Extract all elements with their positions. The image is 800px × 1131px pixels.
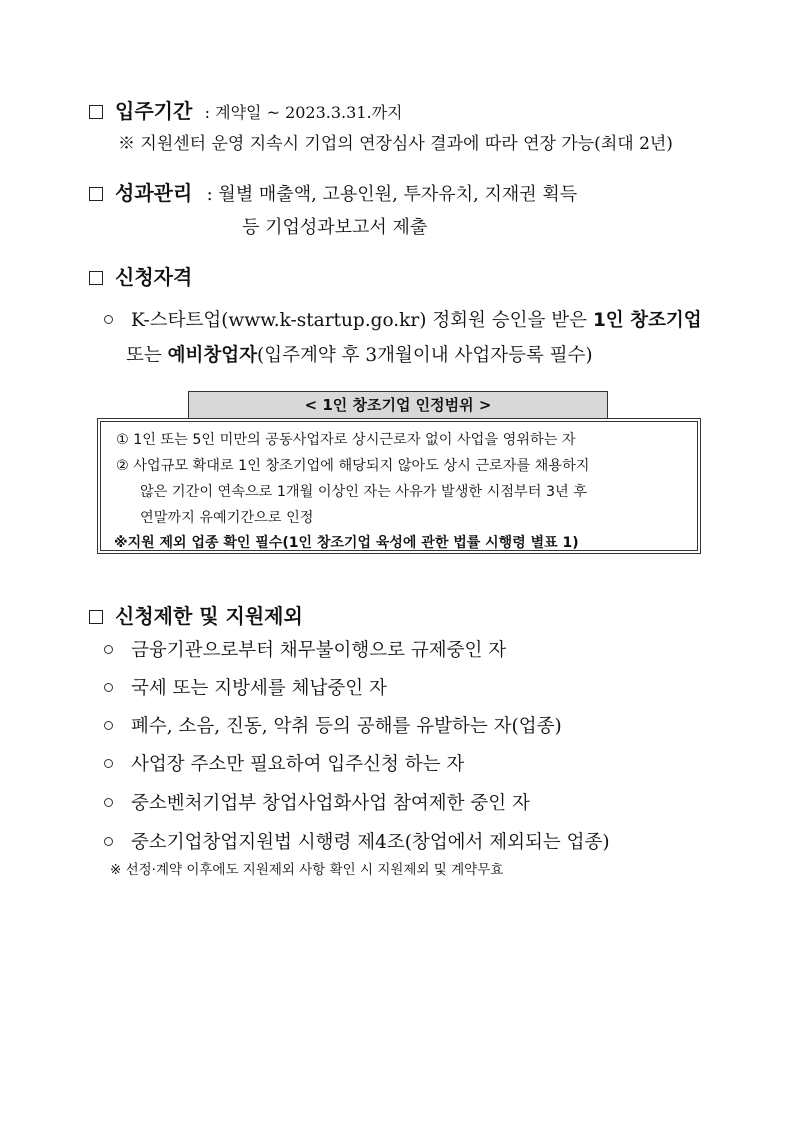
bullet-rest: (입주계약 후 3개월이내 사업자등록 필수) (256, 345, 593, 366)
section-title: 입주기간 (115, 99, 193, 123)
bullet-circle-icon (104, 759, 113, 768)
definition-box-title: < 1인 창조기업 인정범위 > (188, 391, 608, 419)
section-eligibility (89, 261, 192, 290)
bullet-circle-icon (104, 645, 113, 654)
section-residency-period (89, 95, 403, 124)
box-item-2-line2: 않은 기간이 연속으로 1개월 이상인 자는 사유가 발생한 시점부터 3년 후 (140, 484, 587, 500)
list-item-text: 금융기관으로부터 채무불이행으로 규제중인 자 (131, 640, 507, 661)
list-item (104, 828, 610, 854)
section-value-line1: : 월별 매출액, 고용인원, 투자유치, 지재권 획득 (206, 184, 578, 205)
eligibility-bullet-cont (126, 341, 593, 367)
section-value: : 계약일 ~ 2023.3.31.까지 (204, 103, 403, 122)
list-item-text: 중소기업창업지원법 시행령 제4조(창업에서 제외되는 업종) (131, 832, 610, 853)
checkbox-square-icon (89, 187, 103, 201)
bullet-circle-icon (104, 721, 113, 730)
box-item-2-line1: ② 사업규모 확대로 1인 창조기업에 해당되지 않아도 상시 근로자를 채용하지 (116, 458, 590, 474)
list-item (104, 750, 464, 776)
bullet-circle-icon (104, 837, 113, 846)
eligibility-bullet (104, 306, 702, 332)
section-title: 신청제한 및 지원제외 (115, 604, 303, 628)
box-item-1: ① 1인 또는 5인 미만의 공동사업자로 상시근로자 없이 사업을 영위하는 자 (116, 432, 576, 448)
section-restrictions (89, 600, 303, 629)
list-item-text: 사업장 주소만 필요하여 입주신청 하는 자 (131, 754, 465, 775)
bullet-pre: 또는 (126, 345, 168, 366)
list-item-text: 국세 또는 지방세를 체납중인 자 (131, 678, 387, 699)
bullet-circle-icon (104, 683, 113, 692)
list-item (104, 712, 562, 738)
list-item (104, 636, 506, 662)
list-item (104, 674, 387, 700)
bullet-bold: 1인 창조기업 (592, 310, 702, 331)
checkbox-square-icon (89, 610, 103, 624)
section-title: 성과관리 (115, 181, 193, 205)
box-note: ※지원 제외 업종 확인 필수(1인 창조기업 육성에 관한 법률 시행령 별표 1) (114, 535, 579, 551)
restriction-note: ※ 선정·계약 이후에도 지원제외 사항 확인 시 지원제외 및 계약무효 (110, 862, 504, 878)
section-value-line2: 등 기업성과보고서 제출 (242, 217, 428, 238)
extension-note: ※ 지원센터 운영 지속시 기업의 연장심사 결과에 따라 연장 가능(최대 2년) (118, 134, 673, 154)
box-item-2-line3: 연말까지 유예기간으로 인정 (140, 510, 314, 526)
bullet-text: K-스타트업(www.k-startup.go.kr) 정회원 승인을 받은 (131, 310, 593, 331)
list-item-text: 중소벤처기업부 창업사업화사업 참여제한 중인 자 (131, 793, 530, 814)
list-item-text: 폐수, 소음, 진동, 악취 등의 공해를 유발하는 자(업종) (131, 716, 562, 737)
section-performance (89, 177, 577, 206)
checkbox-square-icon (89, 105, 103, 119)
checkbox-square-icon (89, 271, 103, 285)
bullet-bold: 예비창업자 (167, 345, 257, 366)
bullet-circle-icon (104, 798, 113, 807)
list-item (104, 789, 530, 815)
bullet-circle-icon (104, 315, 113, 324)
section-title: 신청자격 (115, 265, 193, 289)
